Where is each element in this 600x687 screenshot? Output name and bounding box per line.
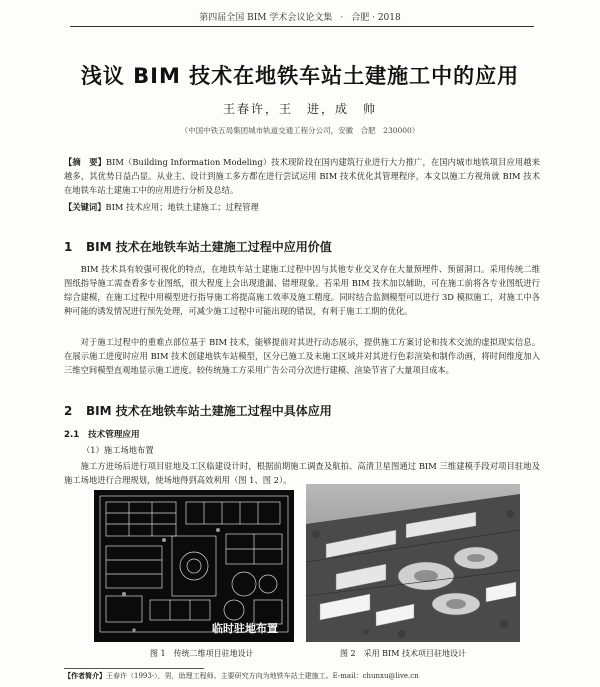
paper-title: 浅议 BIM 技术在地铁车站土建施工中的应用 [80,64,520,88]
author-footnote [64,671,540,681]
conference-location-year: 合肥 · 2018 [351,13,401,23]
figure-2-bim-rendering [306,484,520,642]
subsection-2-1-title: 技术管理应用 [88,430,140,440]
section-2-number: 2 [64,404,73,418]
abstract-label: 【摘 要】 [64,157,107,167]
figure-1-caption: 图 1 传统二维项目驻地设计 [150,649,254,658]
keywords-label: 【关键词】 [64,202,106,212]
affiliation: （中国中铁五局集团城市轨道交通工程分公司，安徽 合肥 230000） [180,126,420,135]
section-2-paragraph-1: 施工方进场后进行项目驻地及工区临建设计时，根据前期施工调查及航拍、高清卫星图通过 BIM 三维建模手段对项目驻地及施工场地进行合理规划，使场地得到高效利用（图 1、图 2）。 [64,461,540,485]
section-1-number: 1 [64,240,73,254]
subsection-2-1-heading [64,428,140,440]
section-1-paragraph-1: BIM 技术具有较强可视化的特点，在地铁车站土建施工过程中因与其他专业交叉存在大量预埋件、预留洞口。采用传统二维图纸指导施工需查看多专业图纸，很大程度上会出现遗漏、错埋现象。若采用 BIM 技术加以辅助，可在施工前将各专业图纸进行综合建模，在施工过程中用模型进行指导施工将提高施工效率及施工精度。同时结合监测模型可以进行 3D 模拟施工，对施工中各种可能的诱发情况进行预先处理，可减少施工过程中可能出现的错误，有利于施工工期的优化。 [64,264,540,316]
running-header: 第四届全国 BIM 学术会议论文集 · 合肥 · 2018 [199,13,401,23]
keywords-text: BIM 技术应用；地铁土建施工；过程管理 [105,202,259,212]
keywords [64,200,540,214]
conference-name: 第四届全国 BIM 学术会议论文集 [199,13,333,23]
footnote-rule [64,668,204,669]
figure-1-site-plan-drawing [94,490,294,642]
header-rule [70,26,534,27]
figure-2-caption: 图 2 采用 BIM 技术项目驻地设计 [340,649,466,658]
subsection-2-1-number: 2.1 [64,430,80,440]
item-heading: （1）施工场地布置 [82,445,154,455]
abstract [64,155,540,197]
abstract-text: BIM（Building Information Modeling）技术现阶段在国内建筑行业进行大力推广，在国内城市地铁项目应用越来越多，其优势日益凸显。从业主、设计到施工多方都在进行尝试运用 BIM 技术优化其管理程序，本文以施工方视角就 BIM 技术在地铁车站土建施工中的应用进行分析及总结。 [64,157,540,195]
section-2-heading [64,402,332,419]
authors: 王春许，王 进，成 帅 [222,102,377,116]
footnote-text: 王春许（1993-），男，助理工程师。主要研究方向为地铁车站土建施工。E-mail：chunxu@live.cn [106,672,419,680]
section-1-paragraph-2: 对于施工过程中的重难点部位基于 BIM 技术，能够提前对其进行动态展示，提供施工方案讨论和技术交流的虚拟现实信息。在展示施工进度时应用 BIM 技术创建地铁车站模型，区分已施工及未施工区域并对其进行色彩渲染和制作动画，将时间维度加入三维空间模型直观地显示施工进度。较传统施工方采用广告公司分次进行建模、渲染节省了大量项目成本。 [64,337,540,375]
section-1-title: BIM 技术在地铁车站土建施工过程中应用价值 [86,240,332,254]
footnote-label: 【作者简介】 [64,672,106,680]
figure-1-stamp-text: 临时驻地布置 [212,622,278,635]
section-2-title: BIM 技术在地铁车站土建施工过程中具体应用 [86,404,332,418]
section-1-heading [64,238,332,255]
